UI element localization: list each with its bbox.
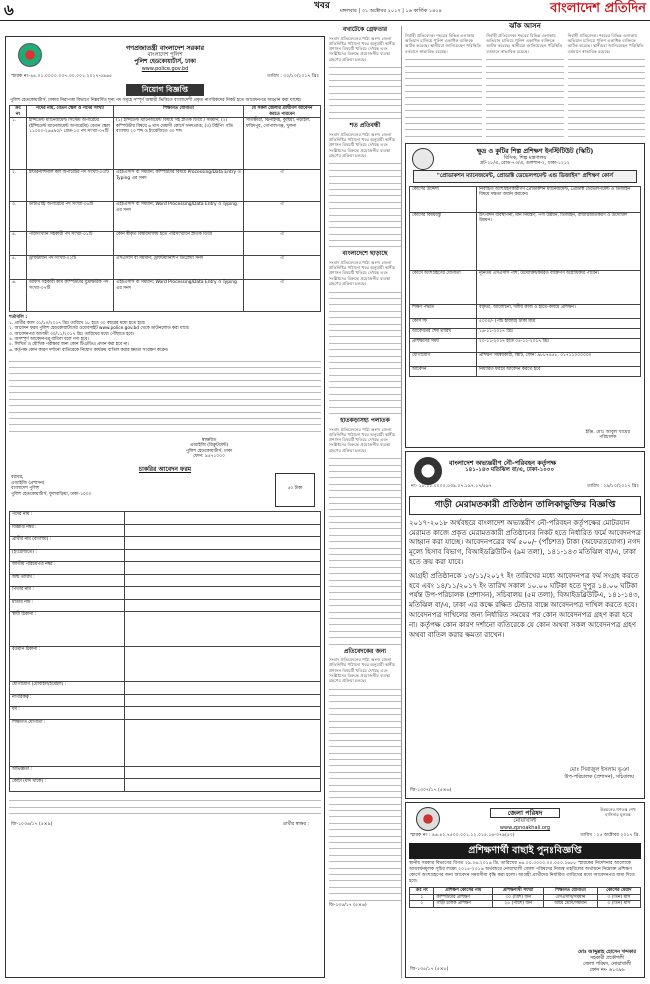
cell-dist: সাতক্ষীরা, ঝিনাইদহ, কুষ্টিয়া, নড়াইল, ফরিদপুর, গোপালগঞ্জ, খুলনা bbox=[244, 118, 321, 170]
masthead: বাংলাদেশ প্রতিদিন bbox=[550, 1, 646, 16]
form-input[interactable] bbox=[125, 707, 321, 720]
form-label: জাতীয় পরিচয়পত্র নম্বর : bbox=[10, 562, 125, 575]
col-header: ক্রঃ নং bbox=[410, 888, 434, 895]
form-input[interactable] bbox=[125, 612, 321, 647]
news-lines bbox=[329, 683, 401, 900]
zp-title: জেলা পরিষদ bbox=[490, 808, 560, 818]
cell-post: অফিস সহকারী কাম কম্পিউটার মুদ্রাক্ষরিক পদ সংখ্যা-০৭টি bbox=[27, 280, 114, 312]
form-input[interactable] bbox=[125, 574, 321, 587]
cell: অষ্টম শ্রেণি/সমমান bbox=[544, 901, 598, 908]
biwta-body-1: ২০১৭-২০১৮ অর্থবছরে বাংলাদেশ অভ্যন্তরীণ নৌ-পরিবহন কর্তৃপক্ষের মোটরযান মেরামত কাজে প্রকৃত মেরামতকারী প্রতিষ্ঠানের নিকট হতে নির্ধারিত ফর্মে আবেদনপত্র আহ্বান করা যাচ্ছে। আবেদনপত্রের ফর্ম ৫০০/- (পাঁচশত) টাকা (অফেরতযোগ্য) নগদ মূল্যে হিসাব বিভাগ, বিআইডব্লিউটিএ (৯ম তলা), ১৪১-১৪৩ মতিঝিল বা/এ, ঢাকা হতে ক্রয় করা যাবে। bbox=[409, 518, 641, 566]
detail-value: ১৬-১১-২০১৭ খ্রিঃ bbox=[477, 328, 641, 338]
sme-signature bbox=[586, 430, 630, 441]
detail-key: কোর্স ফি bbox=[410, 318, 477, 328]
news-headline: প্রতিবেদকের জন্য bbox=[343, 647, 387, 655]
biwta-date: তারিখ : ২৯/১০/২০১৭ খ্রিঃ bbox=[587, 483, 639, 489]
form-row bbox=[10, 599, 321, 612]
detail-value: নির্বাচিত অংশগ্রহণকারীগণ প্রোডাকশন ম্যানেজমেন্ট, প্রোডাক্ট ডেভেলপমেন্ট ও ডিজাইন বিষয়ে দক্ষতা অর্জন করবেন। bbox=[477, 186, 641, 212]
to-line: বরাবর, bbox=[11, 475, 24, 481]
notice-title: নিয়োগ বিজ্ঞপ্তি bbox=[126, 84, 204, 95]
condition-item: ৫. লিখিত ও মৌখিক পরীক্ষার জন্য কোন টিএ/ডিএ প্রদান করা হবে না। bbox=[9, 342, 129, 348]
form-input[interactable] bbox=[125, 719, 321, 766]
col-header: পদের নাম, বেতন স্কেল ও পদের সংখ্যা bbox=[27, 106, 114, 118]
detail-value: নির্ধারিত ফরমে আবেদন করতে হবে bbox=[477, 366, 641, 376]
signer-line: স্বাক্ষরিত bbox=[201, 437, 217, 443]
cell-no: ৬. bbox=[10, 280, 27, 312]
col-header: প্রশিক্ষণ কোর্সের নাম bbox=[434, 888, 493, 895]
news-headline: বাংলাদেশে ছাড়াছে bbox=[342, 250, 388, 258]
cell: গাড়ী চালক প্রশিক্ষণ bbox=[434, 901, 493, 908]
news-lines bbox=[568, 54, 645, 140]
form-label: বিজ্ঞপ্তি নম্বর : bbox=[10, 524, 125, 537]
detail-value: বক্তৃতা, আলোচনা, দলীয় কাজ ও হাতে-কলমে প্রশিক্ষণ। bbox=[477, 304, 641, 318]
sme-training-ad bbox=[405, 143, 645, 448]
zp-side-note: উন্নয়নের গণতন্ত্র শেখ হাসিনার মূলমন্ত্র bbox=[600, 807, 636, 818]
form-row bbox=[10, 612, 321, 647]
signer-name: ইঞ্জি. মোঃ আবুল খায়ের bbox=[585, 429, 630, 435]
signer-title: জেলা পরিষদ, নোয়াখালী bbox=[582, 962, 632, 968]
biwta-code: জি-১৩০৭/১৭ (৫×৬) bbox=[410, 788, 452, 794]
cell: ৩০ (ত্রিশ) জন bbox=[493, 894, 544, 901]
table-row bbox=[410, 366, 641, 376]
zp-subtitle: নোয়াখালী bbox=[513, 818, 537, 825]
signer-title: পরিচালক bbox=[599, 435, 617, 441]
table-row bbox=[410, 338, 641, 352]
memo-number: স্মারক নং-৪৪.০১.০০০০.০০৭.৩০.০০১.২০১৭-৫৯৬৫ bbox=[11, 74, 113, 80]
cell-post: পরিসংখ্যান সহকারী পদ সংখ্যা-০১টি bbox=[27, 232, 114, 256]
signer-line: ফোন: ৯৫৭১০০০ bbox=[193, 454, 225, 460]
table-row bbox=[410, 186, 641, 212]
news-lines bbox=[405, 54, 482, 140]
to-line: এআইজি (প্রশাসন) bbox=[11, 480, 45, 486]
news-body: নির্বাহী প্রতিবেদক। শহরের বিভিন্ন এলাকায় অভিযান চালিয়ে পুলিশ একাধিক ব্যক্তিকে আটক করেছে। স্থানীয়রা জানিয়েছেন পরিস্থিতি বর্তমানে স্বাভাবিক রয়েছে। bbox=[405, 32, 481, 54]
news-body: সংবাদ প্রতিবেদনের পাঠ্য অংশ। জেলা প্রতিনিধির পাঠানো খবর অনুযায়ী স্থানীয় প্রশাসন বিষয়টি খতিয়ে দেখছে এবং সংশ্লিষ্টদের বিরুদ্ধে প্রয়োজনীয় ব্যবস্থা গ্রহণের প্রক্রিয়া চলছে। bbox=[329, 35, 396, 62]
condition-item: ৪. অসম্পূর্ণ আবেদনপত্র বাতিল বলে গণ্য হবে। bbox=[9, 337, 89, 343]
skiti-logo bbox=[412, 148, 434, 170]
news-lines bbox=[329, 158, 401, 247]
signer-name: মোঃ সিরাজুল ইসলাম ভূঞা bbox=[569, 767, 629, 773]
cell: ৩ (তিন) মাস bbox=[597, 901, 640, 908]
detail-value: উৎপাদন ব্যবস্থাপনা, মান নিয়ন্ত্রণ, পণ্য উন্নয়ন, ডিজাইন, বাজারজাতকরণ ও উদ্যোক্তা উন্নয়ন। bbox=[477, 212, 641, 270]
col-header: কোর্সের মেয়াদ bbox=[597, 888, 640, 895]
form-row bbox=[10, 694, 321, 707]
form-input[interactable] bbox=[125, 694, 321, 707]
form-row bbox=[10, 549, 321, 562]
condition-item: ১. প্রার্থীর বয়স ৩১/১০/২০১৭ খ্রিঃ তারিখে ১৮ হতে ৩০ বছরের মধ্যে হতে হবে। bbox=[9, 320, 146, 326]
news-body: সংবাদ প্রতিবেদনের পাঠ্য অংশ। জেলা প্রতিনিধির পাঠানো খবর অনুযায়ী স্থানীয় প্রশাসন বিষয়টি খতিয়ে দেখছে এবং সংশ্লিষ্টদের বিরুদ্ধে প্রয়োজনীয় ব্যবস্থা গ্রহণের প্রক্রিয়া চলছে। bbox=[329, 131, 396, 158]
top-right-news bbox=[405, 22, 645, 140]
form-row bbox=[10, 562, 321, 575]
biwta-body-2: আগ্রহী প্রতিষ্ঠানকে ১৩/১১/২০১৭ ইং তারিখের মধ্যে আবেদনপত্র ফর্ম সংগ্রহ করতে হবে এবং ১৪/১১/২০১৭ ইং তারিখ সকাল ১০.০০ ঘটিকা হতে দুপুর ১৪.০০ ঘটিকা পর্যন্ত উপ-পরিচালক (প্রশাসন), সচিবালয় (৫ম তলা), বিআইডব্লিউটিএ, ১৪১-১৪৩, মতিঝিল বা/এ, ঢাকা এর কক্ষে রক্ষিত টেন্ডার বাক্সে আবেদনপত্র দাখিল করতে হবে। আবেদনপত্র দাখিলের জন্য নির্ধারিত সময়ের পর কোন আবেদনপত্র গ্রহণ করা হবে না। কর্তৃপক্ষ কোন কারণ দর্শানো ব্যতিরেকে যে কোন অথবা সকল আবেদনপত্র গ্রহণ অথবা বাতিল করার ক্ষমতা রাখেন। bbox=[409, 571, 640, 639]
biwta-title: গাড়ী মেরামতকারী প্রতিষ্ঠান তালিকাভুক্তির বিজ্ঞপ্তি bbox=[409, 496, 641, 515]
table-row bbox=[10, 280, 321, 312]
form-label: অভিজ্ঞতা : bbox=[10, 766, 125, 779]
signer-line: পুলিশ হেডকোয়ার্টার্স, ঢাকা bbox=[185, 448, 233, 454]
table-row bbox=[410, 318, 641, 328]
form-input[interactable] bbox=[125, 647, 321, 682]
cell-post: ইন্সিডেন্ট ম্যানেজমেন্ট সিস্টেম অপারেটর (ইন্সিডেন্ট ম্যানেজমেন্ট অপারেটর) বেতন স্কেল ১১০০০-২৬৫৯০/- গ্রেড-১৩ পদ সংখ্যা-০৭টি bbox=[27, 118, 114, 170]
form-row bbox=[10, 779, 321, 792]
form-input[interactable] bbox=[125, 587, 321, 600]
cell-dist: ঐ bbox=[244, 232, 321, 256]
biwta-org: বাংলাদেশ অভ্যন্তরীণ নৌ-পরিবহন কর্তৃপক্ষ bbox=[449, 459, 556, 467]
cell-qual: কোন স্বীকৃত বিশ্ববিদ্যালয় হতে পরিসংখ্যানে স্নাতক ডিগ্রি bbox=[114, 232, 244, 256]
form-input[interactable] bbox=[125, 512, 321, 525]
signer-phone: ফোন নং- ৬১৩৯৬ bbox=[589, 968, 625, 974]
detail-value: ৫০০০/- (পাঁচ হাজার) টাকা মাত্র bbox=[477, 318, 641, 328]
bd-emblem bbox=[18, 43, 42, 67]
form-label: বর্তমান ঠিকানা : bbox=[10, 647, 125, 682]
form-label: পিতার নাম : bbox=[10, 587, 125, 600]
form-row bbox=[10, 682, 321, 695]
memo-date: তারিখ : ৩০/১০/২০১৭ খ্রিঃ bbox=[267, 74, 319, 80]
middle-news-column bbox=[329, 26, 402, 978]
signer-line: এআইজি (রিক্রুটমেন্ট) bbox=[189, 443, 229, 449]
cell-dist: ঐ bbox=[244, 170, 321, 202]
news-headline-top: ঝাঁক আসন bbox=[509, 22, 541, 30]
application-form-table bbox=[9, 511, 321, 792]
cell: ৩ (তিন) মাস bbox=[597, 894, 640, 901]
form-row bbox=[10, 707, 321, 720]
biwta-memo: নং- ১৮.১১.০০০০.০৩৯.০৭.১৯৭.১৭/৫৯৭ bbox=[411, 483, 492, 489]
form-row bbox=[10, 524, 321, 537]
table-row bbox=[410, 328, 641, 338]
form-row bbox=[10, 766, 321, 779]
news-headline: হাতকড়াসহ্য পলাতক bbox=[340, 417, 390, 425]
news-body: নির্বাহী প্রতিবেদক। শহরের বিভিন্ন এলাকায় অভিযান চালিয়ে পুলিশ একাধিক ব্যক্তিকে আটক করেছে। স্থানীয়রা জানিয়েছেন পরিস্থিতি বর্তমানে স্বাভাবিক রয়েছে। bbox=[567, 32, 644, 54]
form-row bbox=[10, 574, 321, 587]
form-input[interactable] bbox=[125, 779, 321, 792]
form-label: নাগরিকত্ব : bbox=[10, 694, 125, 707]
cell-qual: (১) ইন্সিডেন্ট ম্যানেজমেন্ট বিষয়ে সহ স্নাতক ডিগ্রি / সমমান; (২) কম্পিউটার বিষয়ে ৬ মাস মেয়াদী কোর্সে সনদপ্রাপ্ত; (৩) টাইপিং গতি বাংলায় ২০ শব্দ ও ইংরেজিতে ৩০ শব্দ bbox=[114, 118, 244, 170]
form-label: মাতার নাম : bbox=[10, 599, 125, 612]
form-input[interactable] bbox=[125, 562, 321, 575]
table-row bbox=[10, 256, 321, 280]
condition-item: ৩. আবেদনপত্র আগামী ৩০/১১/২০১৭ খ্রিঃ তারিখের মধ্যে পৌঁছাতে হবে। bbox=[9, 331, 135, 337]
conditions-text-lines bbox=[9, 355, 321, 432]
table-row bbox=[410, 352, 641, 366]
form-row bbox=[10, 719, 321, 766]
table-row bbox=[10, 202, 321, 232]
detail-value: ন্যূনতম এসএসসি পাশ; উদ্যোক্তা/কর্মরত ব্যক্তিগণ অগ্রাধিকার পাবেন। bbox=[477, 270, 641, 304]
form-label: কোটা (যদি থাকে) : bbox=[10, 779, 125, 792]
page-header bbox=[0, 0, 650, 21]
col-header: ক্রঃ নং bbox=[10, 106, 27, 118]
biwta-logo bbox=[414, 457, 442, 485]
biwta-address: ১৪১-১৪৩ মতিঝিল বা/এ, ঢাকা-১০০০ bbox=[465, 467, 555, 473]
form-row bbox=[10, 512, 321, 525]
form-row bbox=[10, 537, 321, 550]
cell-no: ১. bbox=[10, 118, 27, 170]
gov-title: গণপ্রজাতন্ত্রী বাংলাদেশ সরকার bbox=[126, 44, 204, 52]
conditions-list bbox=[9, 321, 321, 353]
col-header: শিক্ষাগত যোগ্যতা bbox=[544, 888, 598, 895]
table-row bbox=[410, 270, 641, 304]
biwta-signer bbox=[565, 767, 634, 780]
news-lines bbox=[329, 453, 401, 645]
signer-title: উপ-পরিচালক (প্রশাসন), সচিবালয় bbox=[564, 773, 634, 780]
cell-no: ৫. bbox=[10, 256, 27, 280]
form-input[interactable] bbox=[125, 599, 321, 612]
form-input[interactable] bbox=[125, 524, 321, 537]
detail-key: আবেদন bbox=[410, 366, 477, 376]
police-website[interactable]: www.police.gov.bd bbox=[141, 65, 189, 72]
detail-key: আবেদনের শেষ তারিখ bbox=[410, 328, 477, 338]
detail-value: ২০-১১-২০১৭ হতে ০৪-১২-২০১৭ খ্রিঃ bbox=[477, 338, 641, 352]
to-line: বাংলাদেশ পুলিশ bbox=[11, 486, 40, 492]
form-input[interactable] bbox=[125, 682, 321, 695]
page-date: মঙ্গলবার | ৩১ অক্টোবর ২০১৭ | ১৬ কার্তিক ১৪২৪ bbox=[340, 8, 442, 14]
biwta-ad bbox=[405, 451, 645, 799]
zp-logo bbox=[416, 807, 440, 831]
sme-course-title: "প্রোডাকশন ম্যানেজমেন্ট, প্রোডাক্ট ডেভেলপমেন্ট এন্ড ডিজাইন" প্রশিক্ষণ কোর্স bbox=[413, 170, 637, 183]
cell-qual: এইচএসসি বা সমমান; Word Processing/Data Entry ও Typing এর সনদ bbox=[114, 202, 244, 232]
zp-date: তারিখ : ২৫ অক্টোবর ২০১৭ খ্রি. bbox=[580, 833, 640, 839]
table-row bbox=[10, 118, 321, 170]
zp-code: জি-১৩৫/১৭ (৫×৮) bbox=[410, 967, 449, 973]
sme-address: প্লট-২৮/এ, রোড-৭৩/এ, গুলশান-২, ঢাকা-১২১২ bbox=[480, 161, 570, 167]
news-body: সংবাদ প্রতিবেদনের পাঠ্য অংশ। জেলা প্রতিনিধির পাঠানো খবর অনুযায়ী স্থানীয় প্রশাসন বিষয়টি খতিয়ে দেখছে এবং সংশ্লিষ্টদের বিরুদ্ধে প্রয়োজনীয় ব্যবস্থা গ্রহণের প্রক্রিয়া চলছে। bbox=[329, 259, 396, 286]
noakhali-ad bbox=[405, 802, 645, 978]
news-lines bbox=[329, 286, 401, 414]
table-row bbox=[410, 901, 641, 908]
cell-post: ড্রাফটম্যান পদ সংখ্যা-০২টি bbox=[27, 256, 114, 280]
col-header: প্রশিক্ষণার্থী সংখ্যা bbox=[493, 888, 544, 895]
form-row bbox=[10, 647, 321, 682]
cell-qual: এইচএসসি বা সমমান; কম্পিউটার বিষয়ে Processing/Data Entry ও Typing এর সনদ bbox=[114, 170, 244, 202]
col-header: শিক্ষাগত যোগ্যতা bbox=[114, 106, 244, 118]
form-label: জন্ম তারিখ : bbox=[10, 574, 125, 587]
office-name: পুলিশ হেডকোয়ার্টার্স, ঢাকা bbox=[134, 58, 196, 65]
addressee bbox=[11, 475, 91, 497]
news-body: নির্বাহী প্রতিবেদক। শহরের বিভিন্ন এলাকায় অভিযান চালিয়ে পুলিশ একাধিক ব্যক্তিকে আটক করেছে। স্থানীয়রা জানিয়েছেন পরিস্থিতি বর্তমানে স্বাভাবিক রয়েছে। bbox=[486, 32, 563, 54]
cell: ২৫ (পঁচিশ) জন bbox=[493, 901, 544, 908]
detail-key: কোর্সের উদ্দেশ্য bbox=[410, 186, 477, 212]
form-row bbox=[10, 587, 321, 600]
condition-item: ২. আবেদন ফরম পুলিশ হেডকোয়ার্টার্সের ওয়েবসাইট www.police.gov.bd থেকে ডাউনলোড করা যাবে। bbox=[9, 326, 190, 332]
zp-signer bbox=[578, 950, 636, 974]
detail-key: প্রশিক্ষণের সময় bbox=[410, 338, 477, 352]
police-recruitment-ad bbox=[5, 36, 325, 978]
cell-qual: এইচএসসি বা সমমান; Word Processing/Data Entry ও Typing এর সনদ bbox=[114, 280, 244, 312]
table-row bbox=[410, 212, 641, 270]
signer-block bbox=[169, 438, 249, 460]
cell-qual: এসএসসি বা সমমান; ড্রাফটম্যানশিপ ডিপ্লোমা সনদ bbox=[114, 256, 244, 280]
detail-key: কোর্সে অংশগ্রহণের যোগ্যতা bbox=[410, 270, 477, 304]
page-number: ৬ bbox=[4, 1, 14, 19]
stamp-label: ৫০ টাকা bbox=[287, 486, 303, 492]
condition-item: ৬. কর্তৃপক্ষ কোন কারণ দর্শানো ব্যতিরেকে নিয়োগ কার্যক্রম বাতিল করার ক্ষমতা সংরক্ষণ করেন। bbox=[9, 347, 169, 353]
signer-name: মোঃ আব্দুল্লাহ হোসেন খন্দকার bbox=[577, 950, 636, 956]
detail-key: কোর্সের বিষয়বস্তু bbox=[410, 212, 477, 270]
zp-banner: প্রশিক্ষণার্থী বাছাই পুনঃবিজ্ঞপ্তি bbox=[409, 843, 641, 859]
table-row bbox=[410, 304, 641, 318]
detail-value: প্রশিক্ষণ সমন্বয়কারী, স্কিটি, ফোন: ৯৮৮৭৪৫৮, ০১৭১১০০০০০০ bbox=[477, 352, 641, 366]
cell: এসএসসি/সমমান bbox=[544, 894, 598, 901]
form-label: ধর্ম : bbox=[10, 707, 125, 720]
cell-no: ৩. bbox=[10, 202, 27, 232]
mid-code: ডি-১৩৫/১৭ (৫×৬) bbox=[329, 902, 367, 908]
form-label: পদের নাম : bbox=[10, 512, 125, 525]
cell-dist: ঐ bbox=[244, 280, 321, 312]
declaration-lines bbox=[9, 795, 321, 814]
form-code: জি-১০৩৬/১৭ (৫×৯) bbox=[11, 821, 53, 827]
detail-key: শিক্ষণ পদ্ধতি bbox=[410, 304, 477, 318]
table-row bbox=[10, 170, 321, 202]
sme-details-table bbox=[409, 186, 641, 377]
form-input[interactable] bbox=[125, 766, 321, 779]
conditions-title: শর্তাবলি : bbox=[9, 315, 28, 321]
form-title: চাকরির আবেদন ফরম bbox=[138, 465, 192, 473]
zp-course-table bbox=[409, 887, 641, 908]
cell-post: ডাটাএন্ট্রি অপারেটর পদ সংখ্যা-০৬টি bbox=[27, 202, 114, 232]
form-label: প্রার্থীর নাম (বাংলায়) : bbox=[10, 537, 125, 550]
form-label: যোগাযোগ (মোবাইল/ইমেইল) : bbox=[10, 682, 125, 695]
news-body: সংবাদ প্রতিবেদনের পাঠ্য অংশ। জেলা প্রতিনিধির পাঠানো খবর অনুযায়ী স্থানীয় প্রশাসন বিষয়টি খতিয়ে দেখছে এবং সংশ্লিষ্টদের বিরুদ্ধে প্রয়োজনীয় ব্যবস্থা গ্রহণের প্রক্রিয়া চলছে। bbox=[329, 657, 396, 684]
cell-dist: ঐ bbox=[244, 256, 321, 280]
form-label: (ইংরেজিতে) : bbox=[10, 549, 125, 562]
posts-table bbox=[9, 105, 321, 312]
detail-key: যোগাযোগ bbox=[410, 352, 477, 366]
signer-title: সহকারী প্রকৌশলী bbox=[589, 956, 624, 962]
news-headline: শত প্রতিবন্ধী bbox=[349, 122, 381, 130]
form-input[interactable] bbox=[125, 537, 321, 550]
zp-body: স্থানীয় সরকার বিভাগের বিগত ২৯.০৬.২০১৬ খ্রি. তারিখের ৪৬.০০.০০০০.০০.০৫০.১৬৮৮ স্মারকের নির্দেশনার আলোকে আয়বর্ধনমূলক সূচির লক্ষ্যে ২০১৫-২০১৬ অর্থবছরে নোয়াখালী জেলা পরিষদের নিজস্ব তহবিলের অর্থায়নে নিম্নোক্ত প্রশিক্ষণ কোর্সে অংশগ্রহণের জন্য আবেদন সময়সীমা বৃদ্ধি করা হলো। আগ্রহী প্রার্থীদের নির্ধারিত তারিখের মধ্যে আবেদনপত্র জমা দিতে হবে। bbox=[409, 861, 635, 885]
news-lines bbox=[329, 62, 401, 120]
cell-no: ৪. bbox=[10, 232, 27, 256]
table-header-row bbox=[10, 106, 321, 118]
news-lines bbox=[486, 54, 563, 140]
cell-dist: ঐ bbox=[244, 202, 321, 232]
cell-post: ইন্টারন্যাশনাল কল অপারেটর পদ সংখ্যা-০৩টি bbox=[27, 170, 114, 202]
zp-website[interactable]: www.zpnoakhali.org bbox=[499, 825, 551, 832]
section-name: খবর bbox=[314, 1, 330, 11]
news-body: সংবাদ প্রতিবেদনের পাঠ্য অংশ। জেলা প্রতিনিধির পাঠানো খবর অনুযায়ী স্থানীয় প্রশাসন বিষয়টি খতিয়ে দেখছে এবং সংশ্লিষ্টদের বিরুদ্ধে প্রয়োজনীয় ব্যবস্থা গ্রহণের প্রক্রিয়া চলছে। bbox=[329, 426, 396, 453]
zp-memo: স্মারক নং : ৪৬.৪২.৭৫০০.০০১.১২.০১৫.১৬-৩৭৯(৫০) bbox=[410, 833, 515, 839]
sme-title: ক্ষুদ্র ও কুটির শিল্প প্রশিক্ষণ ইনস্টিটিউট (স্কিটি) bbox=[476, 147, 594, 155]
to-line: পুলিশ হেডকোয়ার্টার্স, ফুলবাড়িয়া, ঢাকা-১০০০ bbox=[11, 491, 92, 497]
org-name: বাংলাদেশ পুলিশ bbox=[147, 52, 183, 58]
col-header: যে সকল জেলার প্রার্থীগণ আবেদন করতে পারবেন bbox=[244, 106, 321, 118]
cell: কম্পিউটার প্রশিক্ষণ bbox=[434, 894, 493, 901]
cell-no: ২. bbox=[10, 170, 27, 202]
news-headline: বখাটেকে গ্রেফতার bbox=[342, 26, 388, 33]
cell: ২ bbox=[410, 901, 434, 908]
cell: ১ bbox=[410, 894, 434, 901]
sme-subtitle: বিসিক, শিল্প মন্ত্রণালয় bbox=[503, 155, 547, 161]
form-label: স্থায়ী ঠিকানা : bbox=[10, 612, 125, 647]
form-label: শিক্ষাগত যোগ্যতা : bbox=[10, 719, 125, 766]
notice-intro: পুলিশ হেডকোয়ার্টার্স, ঢাকার নিরাপত্তা বিভাগে নিম্নবর্ণিত শূন্য পদ সমূহে সম্পূর্ণ অস্থায়ী ভিত্তিতে বাংলাদেশী প্রকৃত নাগরিকদের নিকট হতে আবেদনপত্র আহ্বান করা যাচ্ছে। bbox=[10, 97, 302, 103]
signature-label: প্রার্থীর স্বাক্ষর : bbox=[282, 821, 309, 827]
form-input[interactable] bbox=[125, 549, 321, 562]
photo-stamp-box bbox=[275, 473, 315, 507]
table-row bbox=[10, 232, 321, 256]
